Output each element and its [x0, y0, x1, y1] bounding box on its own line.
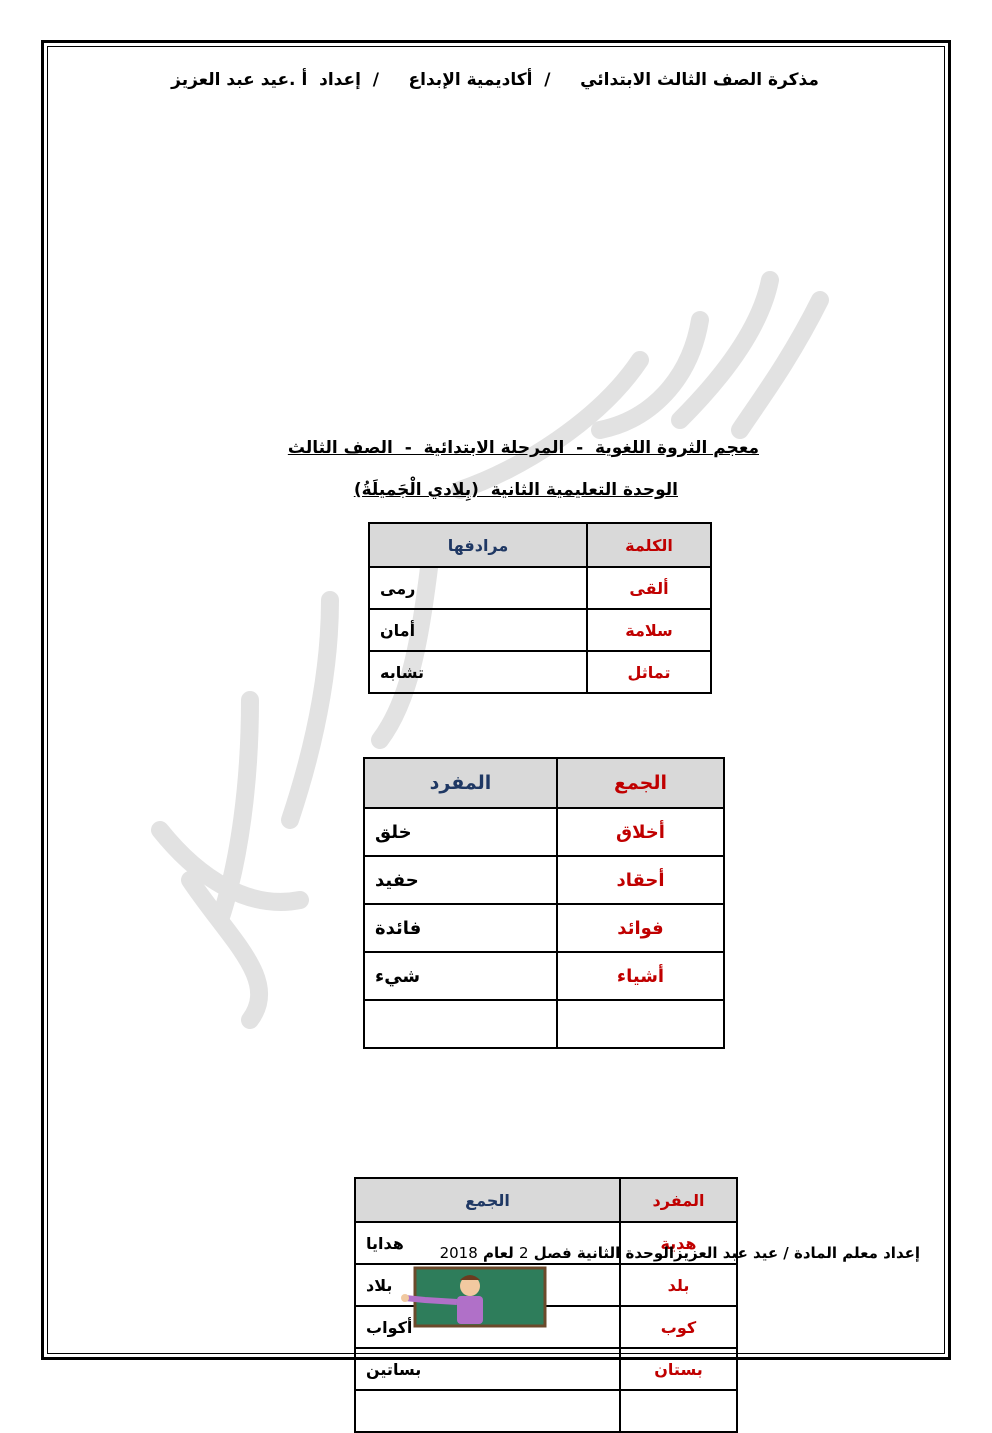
column-header-singular: المفرد	[364, 758, 557, 808]
singular-cell: كوب	[620, 1306, 737, 1348]
section-subtitle: الوحدة التعليمية الثانية (بِلادي الْجَميلَةُ)	[353, 480, 678, 500]
footer-term: 2	[518, 1244, 529, 1262]
column-header-plural: الجمع	[557, 758, 724, 808]
synonyms-table	[368, 522, 712, 694]
plural-cell: أكواب	[355, 1306, 620, 1348]
word-cell: سلامة	[587, 609, 711, 651]
table-row	[355, 1390, 737, 1432]
plural-cell: بساتين	[355, 1348, 620, 1390]
synonym-cell: تشابه	[369, 651, 587, 693]
footer-prefix: إعداد معلم المادة / عيد عبد العزيز	[674, 1244, 920, 1262]
singular-cell	[364, 1000, 557, 1048]
column-header-singular: المفرد	[620, 1178, 737, 1222]
table-row	[355, 1348, 737, 1390]
singular-cell	[620, 1390, 737, 1432]
table-row	[369, 651, 711, 693]
singular-cell: حفيد	[364, 856, 557, 904]
plural-table	[363, 757, 725, 1049]
singular-cell: بستان	[620, 1348, 737, 1390]
singular-cell: خلق	[364, 808, 557, 856]
footer	[72, 1244, 920, 1262]
table-header-row	[355, 1178, 737, 1222]
table-row	[364, 856, 724, 904]
singular-cell: شيء	[364, 952, 557, 1000]
document-header: مذكرة الصف الثالث الابتدائي / أكاديمية الإبداع / إعداد أ .عيد عبد العزيز	[171, 70, 819, 90]
column-header-word: الكلمة	[587, 523, 711, 567]
synonym-cell: رمى	[369, 567, 587, 609]
column-header-synonym: مرادفها	[369, 523, 587, 567]
singular-cell: بلد	[620, 1264, 737, 1306]
table-row	[364, 952, 724, 1000]
table-row	[364, 808, 724, 856]
table-row	[369, 609, 711, 651]
plural-cell: أحقاد	[557, 856, 724, 904]
footer-year-label: لعام	[477, 1244, 519, 1262]
word-cell: تماثل	[587, 651, 711, 693]
table-row	[364, 904, 724, 952]
teacher-clipart	[395, 1266, 550, 1328]
page-border-inner	[47, 46, 945, 1354]
plural-cell	[355, 1390, 620, 1432]
plural-cell: بلاد	[355, 1264, 620, 1306]
plural-cell: أشياء	[557, 952, 724, 1000]
word-cell: ألقى	[587, 567, 711, 609]
footer-year: 2018	[439, 1244, 478, 1262]
plural-cell: أخلاق	[557, 808, 724, 856]
table-row	[369, 567, 711, 609]
singular-cell: هدية	[620, 1222, 737, 1264]
synonym-cell: أمان	[369, 609, 587, 651]
table-row	[364, 1000, 724, 1048]
plural-cell	[557, 1000, 724, 1048]
table-header-row	[369, 523, 711, 567]
section-title: معجم الثروة اللغوية - المرحلة الابتدائية - الصف الثالث	[287, 438, 759, 458]
singular-cell: فائدة	[364, 904, 557, 952]
table-header-row	[364, 758, 724, 808]
plural-cell: هدايا	[355, 1222, 620, 1264]
plural-cell: فوائد	[557, 904, 724, 952]
column-header-plural: الجمع	[355, 1178, 620, 1222]
footer-unit: الوحدة الثانية فصل	[528, 1244, 675, 1262]
